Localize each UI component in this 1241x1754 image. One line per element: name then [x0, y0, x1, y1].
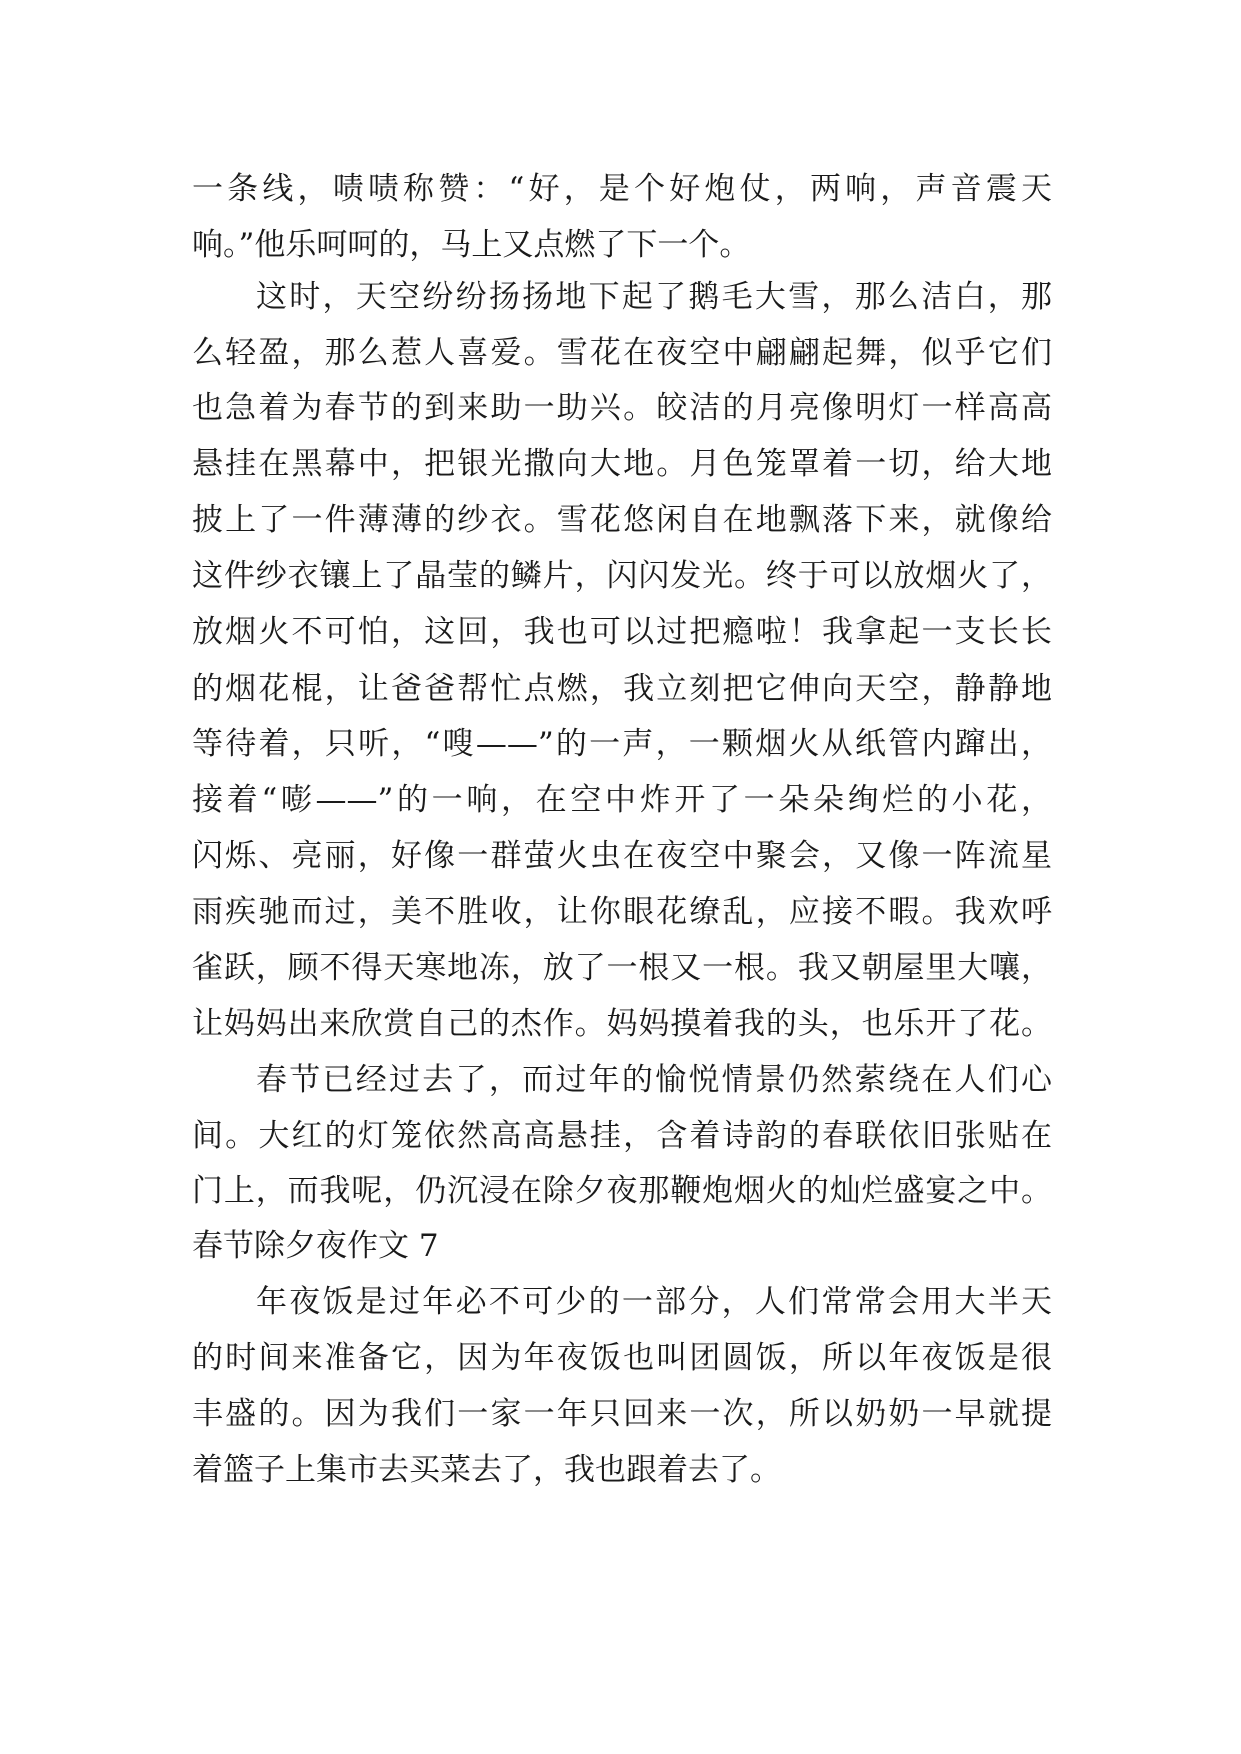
- text-line: 闪烁、亮丽，好像一群萤火虫在夜空中聚会，又像一阵流星: [192, 838, 1052, 874]
- text-line: 这件纱衣镶上了晶莹的鳞片，闪闪发光。终于可以放烟火了，: [192, 558, 1052, 594]
- text-line: 披上了一件薄薄的纱衣。雪花悠闲自在地飘落下来，就像给: [192, 502, 1052, 538]
- text-line: 响。”他乐呵呵的，马上又点燃了下一个。: [192, 227, 751, 263]
- text-line: 也急着为春节的到来助一助兴。皎洁的月亮像明灯一样高高: [192, 390, 1052, 426]
- text-line: 雨疾驰而过，美不胜收，让你眼花缭乱，应接不暇。我欢呼: [192, 894, 1052, 930]
- text-line: 让妈妈出来欣赏自己的杰作。妈妈摸着我的头，也乐开了花。: [192, 1006, 1052, 1042]
- text-line: 雀跃，顾不得天寒地冻，放了一根又一根。我又朝屋里大嚷，: [192, 950, 1052, 986]
- paragraph-first-line: 这时，天空纷纷扬扬地下起了鹅毛大雪，那么洁白，那: [256, 279, 1052, 315]
- text-line: 的烟花棍，让爸爸帮忙点燃，我立刻把它伸向天空，静静地: [192, 671, 1052, 707]
- text-line: 门上，而我呢，仍沉浸在除夕夜那鞭炮烟火的灿烂盛宴之中。: [192, 1173, 1052, 1209]
- text-line: 接着“嘭——”的一响，在空中炸开了一朵朵绚烂的小花，: [192, 782, 1052, 818]
- text-line: 放烟火不可怕，这回，我也可以过把瘾啦！我拿起一支长长: [192, 614, 1052, 650]
- text-line: 么轻盈，那么惹人喜爱。雪花在夜空中翩翩起舞，似乎它们: [192, 335, 1052, 371]
- text-line: 丰盛的。因为我们一家一年只回来一次，所以奶奶一早就提: [192, 1396, 1052, 1432]
- text-line: 的时间来准备它，因为年夜饭也叫团圆饭，所以年夜饭是很: [192, 1340, 1052, 1376]
- text-line: 着篮子上集市去买菜去了，我也跟着去了。: [192, 1452, 781, 1488]
- text-line: 等待着，只听，“嗖——”的一声，一颗烟火从纸管内蹿出，: [192, 726, 1052, 762]
- text-line: 悬挂在黑幕中，把银光撒向大地。月色笼罩着一切，给大地: [192, 446, 1052, 482]
- paragraph-first-line: 年夜饭是过年必不可少的一部分，人们常常会用大半天: [256, 1284, 1052, 1320]
- text-line: 一条线，啧啧称赞：“好，是个好炮仗，两响，声音震天: [192, 171, 1052, 207]
- paragraph-first-line: 春节已经过去了，而过年的愉悦情景仍然萦绕在人们心: [256, 1062, 1052, 1098]
- section-heading: 春节除夕夜作文 7: [192, 1228, 439, 1264]
- text-line: 间。大红的灯笼依然高高悬挂，含着诗韵的春联依旧张贴在: [192, 1118, 1052, 1154]
